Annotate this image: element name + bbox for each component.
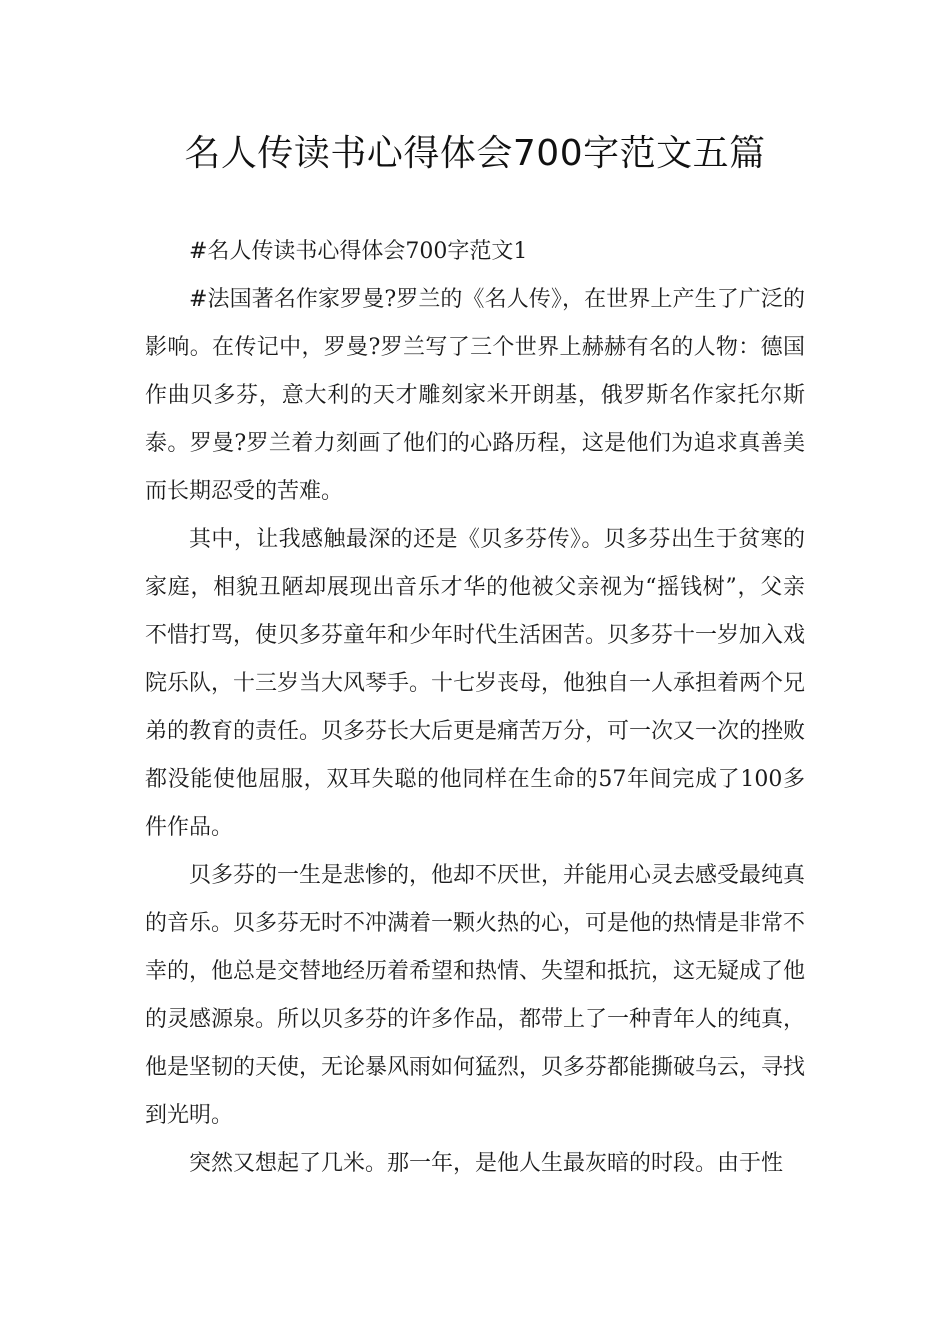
paragraph: 其中，让我感触最深的还是《贝多芬传》。贝多芬出生于贫寒的家庭，相貌丑陋却展现出音乐才华的他被父亲视为“摇钱树”，父亲不惜打骂，使贝多芬童年和少年时代生活困苦。贝多芬十一岁加入戏院乐队，十三岁当大风琴手。十七岁丧母，他独自一人承担着两个兄弟的教育的责任。贝多芬长大后更是痛苦万分，可一次又一次的挫败都没能使他屈服，双耳失聪的他同样在生命的57年间完成了100多件作品。 <box>145 527 806 840</box>
document-body <box>145 228 805 1188</box>
paragraph: 贝多芬的一生是悲惨的，他却不厌世，并能用心灵去感受最纯真的音乐。贝多芬无时不冲满着一颗火热的心，可是他的热情是非常不幸的，他总是交替地经历着希望和热情、失望和抵抗，这无疑成了他的灵感源泉。所以贝多芬的许多作品，都带上了一种青年人的纯真，他是坚韧的天使，无论暴风雨如何猛烈，贝多芬都能撕破乌云，寻找到光明。 <box>145 863 806 1128</box>
document-title: 名人传读书心得体会700字范文五篇 <box>184 133 766 174</box>
paragraph: #法国著名作家罗曼?罗兰的《名人传》，在世界上产生了广泛的影响。在传记中，罗曼?罗兰写了三个世界上赫赫有名的人物：德国作曲贝多芬，意大利的天才雕刻家米开朗基，俄罗斯名作家托尔斯泰。罗曼?罗兰着力刻画了他们的心路历程，这是他们为追求真善美而长期忍受的苦难。 <box>145 287 805 504</box>
paragraph-heading: #名人传读书心得体会700字范文1 <box>189 239 528 264</box>
paragraph: 突然又想起了几米。那一年，是他人生最灰暗的时段。由于性 <box>189 1151 784 1176</box>
